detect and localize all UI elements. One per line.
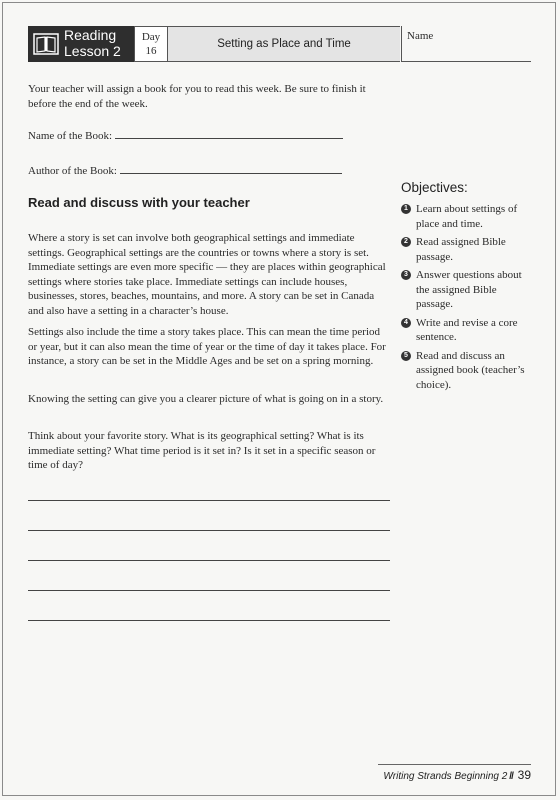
writing-line[interactable] — [28, 500, 390, 501]
writing-line[interactable] — [28, 530, 390, 531]
number-bullet-icon: 3 — [401, 270, 411, 280]
number-bullet-icon: 1 — [401, 204, 411, 214]
writing-line[interactable] — [28, 590, 390, 591]
paragraph: Knowing the setting can give you a clearer picture of what is going on in a story. — [28, 393, 384, 405]
objective-text: Read assigned Bible passage. — [416, 236, 506, 263]
paragraph: Settings also include the time a story takes place. This can mean the time period or year, but it can also mean the time of year or the time of day it takes place. For instance, a story can be set in the Middle Ages and be set on a spring morning. — [28, 326, 386, 367]
writing-line[interactable] — [28, 620, 390, 621]
name-label: Name — [407, 30, 434, 42]
page-number: 39 — [517, 768, 531, 782]
book-name-row — [28, 128, 386, 144]
book-author-label: Author of the Book: — [28, 165, 117, 177]
objective-text: Answer questions about the assigned Bible passage. — [416, 269, 522, 310]
book-author-row — [28, 163, 386, 179]
objective-item — [401, 268, 531, 312]
number-bullet-icon: 4 — [401, 318, 411, 328]
footer-separator-icon: // — [509, 771, 513, 782]
footer-rule — [378, 764, 531, 765]
number-bullet-icon: 2 — [401, 237, 411, 247]
lesson-badge — [28, 26, 134, 62]
lesson-number: Lesson 2 — [64, 43, 121, 59]
objective-item — [401, 349, 531, 393]
writing-line[interactable] — [28, 560, 390, 561]
day-number: 16 — [145, 45, 157, 57]
number-bullet-icon: 5 — [401, 351, 411, 361]
open-book-icon — [33, 33, 59, 55]
objective-item — [401, 202, 531, 231]
book-name-line[interactable] — [115, 128, 343, 139]
book-name-label: Name of the Book: — [28, 130, 113, 142]
name-field[interactable] — [401, 26, 531, 62]
lesson-title: Setting as Place and Time — [168, 26, 400, 62]
page-footer — [383, 768, 531, 782]
day-box — [134, 26, 168, 62]
lesson-label — [64, 27, 134, 59]
paragraph: Think about your favorite story. What is its geographical setting? What is its immediate setting? What time period is it set in? Is it set in a specific season or time of day? — [28, 430, 376, 471]
paragraph: Where a story is set can involve both geographical settings and immediate settings. Geographical settings are the countries or towns where a story is set. Immediate settings are even more specific — they are places within geographical settings where stories take place. Immediate settings can include houses, businesses, stores, beaches, mountains, and more. A story can be set in Canada and also have a setting in a character’s house. — [28, 232, 386, 317]
book-author-line[interactable] — [120, 163, 342, 174]
objectives-list — [401, 202, 531, 396]
day-label: Day — [141, 31, 161, 43]
objective-item — [401, 316, 531, 345]
objectives-title: Objectives: — [401, 180, 468, 195]
intro-text: Your teacher will assign a book for you to read this week. Be sure to finish it before the end of the week. — [28, 83, 366, 110]
objective-text: Read and discuss an assigned book (teacher’s choice). — [416, 349, 525, 391]
footer-book-title: Writing Strands Beginning 2 — [383, 771, 508, 782]
objective-text: Write and revise a core sentence. — [416, 316, 518, 343]
section-heading: Read and discuss with your teacher — [28, 195, 250, 210]
objective-item — [401, 235, 531, 264]
objective-text: Learn about settings of place and time. — [416, 203, 518, 230]
lesson-subject: Reading — [64, 27, 117, 43]
